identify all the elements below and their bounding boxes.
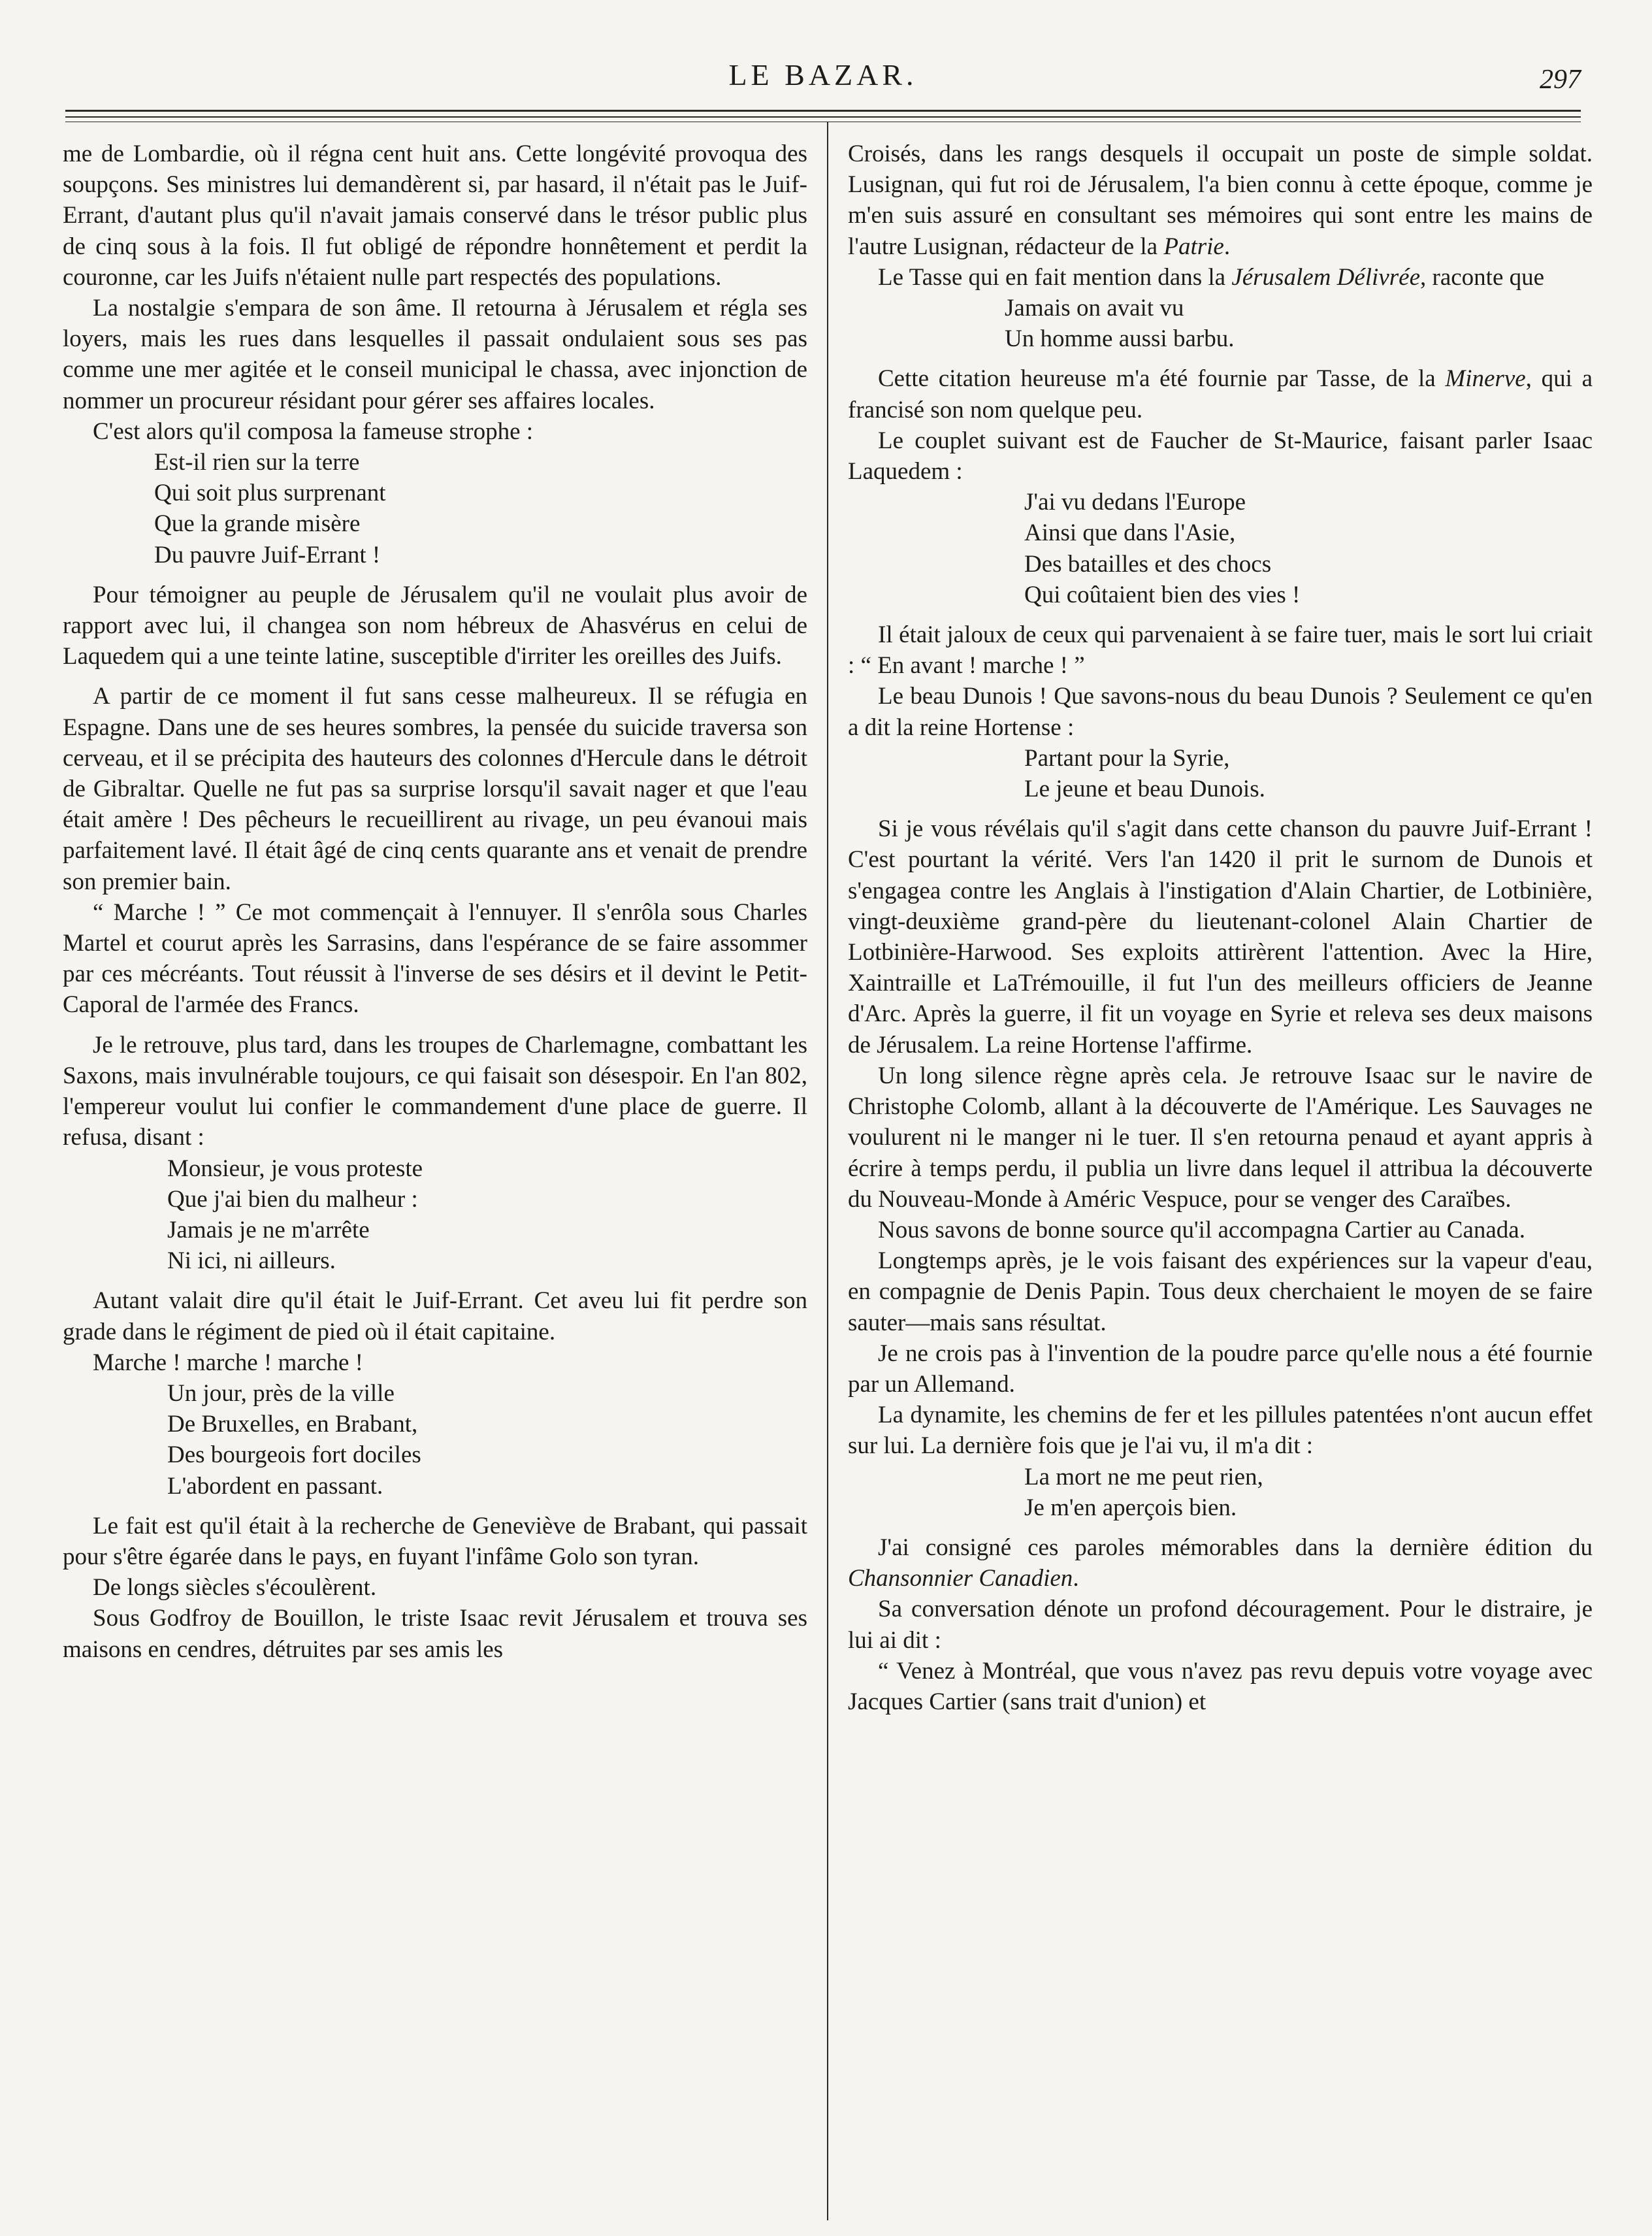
verse-line: Que j'ai bien du malheur : xyxy=(167,1185,418,1213)
paragraph-text: Je le retrouve, plus tard, dans les troupes de Charlemagne, combattant les Saxons, mais invulnérable toujours, ce qui faisait son désespoir. En l'an 802, l'empereur voulut lui confier le commandement d'une place de guerre. Il refusa, disant : xyxy=(63,1031,807,1151)
verse-line: Jamais je ne m'arrête xyxy=(167,1216,370,1243)
verse-line: Des batailles et des chocs xyxy=(1024,550,1272,578)
paragraph-text: me de Lombardie, où il régna cent huit ans. Cette longévité provoqua des soupçons. Ses ministres lui demandèrent si, par hasard, il n'était pas le Juif-Errant, d'autant plus qu'il n'avait jamais conservé dans le trésor public plus de cinq sous à la fois. Il fut obligé de répondre honnêtement et perdit la couronne, car les Juifs n'étaient nulle part respectés des populations. xyxy=(63,140,807,291)
paragraph-text-end: , qui a francisé son nom quelque peu. xyxy=(848,365,1593,423)
paragraph xyxy=(848,1594,1593,1655)
verse-line: Monsieur, je vous proteste xyxy=(167,1155,423,1182)
paragraph xyxy=(848,1215,1593,1245)
page-number: 297 xyxy=(1540,65,1581,95)
paragraph xyxy=(63,1030,807,1153)
verse-line: L'abordent en passant. xyxy=(167,1472,383,1500)
italic-title: Patrie xyxy=(1163,233,1224,260)
verse-line: La mort ne me peut rien, xyxy=(1024,1463,1263,1490)
paragraph-text: Le fait est qu'il était à la recherche de Geneviève de Brabant, qui passait pour s'être égarée dans le pays, en fuyant l'infâme Golo son tyran. xyxy=(63,1512,807,1570)
paragraph-text: Un long silence règne après cela. Je retrouve Isaac sur le navire de Christophe Colomb, allant à la découverte de l'Amérique. Les Sauvages ne voulurent ni le manger ni le tuer. Il s'en retourna penaud et ayant appris à écrire à temps perdu, il publia un livre dans lequel il attribua la découverte du Nouveau-Monde à Améric Vespuce, pour se venger des Caraïbes. xyxy=(848,1062,1593,1213)
paragraph xyxy=(848,139,1593,262)
header-rule-top xyxy=(65,110,1581,112)
paragraph xyxy=(848,1656,1593,1717)
paragraph xyxy=(848,681,1593,742)
verse-line: Je m'en aperçois bien. xyxy=(1024,1494,1237,1521)
paragraph-text: “ Venez à Montréal, que vous n'avez pas revu depuis votre voyage avec Jacques Cartier (sans trait d'union) et xyxy=(848,1657,1593,1715)
paragraph-text: A partir de ce moment il fut sans cesse malheureux. Il se réfugia en Espagne. Dans une de ses heures sombres, la pensée du suicide traversa son cerveau, et il se précipita des hauteurs des colonnes d'Hercule dans le détroit de Gibraltar. Quelle ne fut pas sa surprise lorsqu'il savait nager et que l'eau était amère ! Des pêcheurs le recueillirent au rivage, un peu évanoui mais parfaitement lavé. Il était âgé de cinq cents quarante ans et venait de prendre son premier bain. xyxy=(63,683,807,895)
paragraph xyxy=(63,1572,807,1603)
italic-title: Chansonnier Canadien xyxy=(848,1565,1073,1592)
paragraph-text: Il était jaloux de ceux qui parvenaient à se faire tuer, mais le sort lui criait : “ En avant ! marche ! ” xyxy=(848,621,1593,680)
paragraph-text: Pour témoigner au peuple de Jérusalem qu'il ne voulait plus avoir de rapport avec lui, il changea son nom hébreux de Ahasvérus en celui de Laquedem qui a une teinte latine, susceptible d'irriter les oreilles des Juifs. xyxy=(63,581,807,670)
paragraph-text-end: . xyxy=(1073,1565,1079,1592)
paragraph-text: Cette citation heureuse m'a été fournie par Tasse, de la xyxy=(878,365,1446,393)
paragraph xyxy=(848,1060,1593,1215)
paragraph xyxy=(848,814,1593,1060)
paragraph-text: La dynamite, les chemins de fer et les pillules patentées n'ont aucun effet sur lui. La dernière fois que je l'ai vu, il m'a dit : xyxy=(848,1402,1593,1460)
paragraph-text: Le couplet suivant est de Faucher de St-Maurice, faisant parler Isaac Laquedem : xyxy=(848,427,1593,485)
left-column xyxy=(63,139,807,1665)
paragraph xyxy=(63,1511,807,1572)
verse-stanza xyxy=(63,1378,807,1502)
header-rule-bottom xyxy=(65,116,1581,118)
paragraph xyxy=(63,293,807,416)
verse-line: Du pauvre Juif-Errant ! xyxy=(154,541,381,568)
verse-line: Un homme aussi barbu. xyxy=(1005,325,1235,353)
paragraph-text-end: , raconte que xyxy=(1420,263,1545,291)
paragraph xyxy=(63,681,807,896)
paragraph xyxy=(848,619,1593,681)
italic-title: Minerve xyxy=(1445,365,1526,393)
paragraph-text: Si je vous révélais qu'il s'agit dans cette chanson du pauvre Juif-Errant ! C'est pourtant la vérité. Vers l'an 1420 il prit le surnom de Dunois et s'engagea contre les Anglais à l'instigation d'Alain Chartier, de Lotbinière, vingt-deuxième grand-père du lieutenant-colonel Alain Chartier de Lotbinière-Harwood. Ses exploits attirèrent l'attention. Avec la Hire, Xaintraille et LaTrémouille, il fut l'un des meilleurs officiers de Jeanne d'Arc. Après la guerre, il fit un voyage en Syrie et releva ses deux maisons de Jérusalem. La reine Hortense l'affirme. xyxy=(848,815,1593,1059)
paragraph xyxy=(848,363,1593,425)
paragraph-text: C'est alors qu'il composa la fameuse strophe : xyxy=(93,418,534,445)
verse-line: Ni ici, ni ailleurs. xyxy=(167,1247,336,1275)
paragraph-text: Nous savons de bonne source qu'il accompagna Cartier au Canada. xyxy=(878,1216,1525,1243)
paragraph-text: Le beau Dunois ! Que savons-nous du beau Dunois ? Seulement ce qu'en a dit la reine Hortense : xyxy=(848,683,1593,741)
paragraph xyxy=(63,139,807,293)
verse-line: Qui soit plus surprenant xyxy=(154,480,386,507)
paragraph-text: Je ne crois pas à l'invention de la poudre parce qu'elle nous a été fournie par un Allemand. xyxy=(848,1340,1593,1398)
verse-stanza xyxy=(848,743,1593,804)
paragraph xyxy=(848,1338,1593,1400)
paragraph xyxy=(848,1532,1593,1594)
verse-line: Le jeune et beau Dunois. xyxy=(1024,776,1265,803)
verse-stanza xyxy=(63,447,807,570)
paragraph-text: Croisés, dans les rangs desquels il occupait un poste de simple soldat. Lusignan, qui fut roi de Jérusalem, l'a bien connu à cette époque, comme je m'en suis assuré en consultant ses mémoires qui sont entre les mains de l'autre Lusignan, rédacteur de la xyxy=(848,140,1593,260)
verse-line: Ainsi que dans l'Asie, xyxy=(1024,519,1236,547)
verse-line: Partant pour la Syrie, xyxy=(1024,744,1230,772)
verse-stanza xyxy=(848,293,1593,354)
verse-stanza xyxy=(848,487,1593,610)
verse-line: Des bourgeois fort dociles xyxy=(167,1441,421,1469)
italic-title: Jérusalem Délivrée xyxy=(1231,263,1420,291)
paragraph-text: De longs siècles s'écoulèrent. xyxy=(93,1574,377,1602)
paragraph xyxy=(63,416,807,447)
paragraph xyxy=(63,580,807,672)
paragraph-text: Marche ! marche ! marche ! xyxy=(93,1349,363,1376)
paragraph-text: J'ai consigné ces paroles mémorables dans la dernière édition du xyxy=(878,1534,1593,1561)
paragraph-text-end: . xyxy=(1223,233,1231,260)
verse-line: Un jour, près de la ville xyxy=(167,1379,395,1407)
paragraph xyxy=(848,425,1593,487)
page-header xyxy=(65,58,1581,97)
paragraph-text: “ Marche ! ” Ce mot commençait à l'ennuyer. Il s'enrôla sous Charles Martel et courut après les Sarrasins, dans l'espérance de se faire assommer par ces mécréants. Tout réussit à l'inverse de ses désirs et il devint le Petit-Caporal de l'armée des Francs. xyxy=(63,898,807,1019)
verse-stanza xyxy=(63,1153,807,1277)
paragraph-text: Sa conversation dénote un profond découragement. Pour le distraire, je lui ai dit : xyxy=(848,1596,1593,1654)
paragraph xyxy=(63,897,807,1021)
column-divider xyxy=(827,122,828,2220)
verse-line: Qui coûtaient bien des vies ! xyxy=(1024,581,1301,608)
verse-line: Jamais on avait vu xyxy=(1005,295,1184,322)
paragraph-text: La nostalgie s'empara de son âme. Il retourna à Jérusalem et régla ses loyers, mais les rues dans lesquelles il passait ondulaient sous ses pas comme une mer agitée et le conseil municipal le chassa, avec injonction de nommer un procureur résidant pour gérer ses affaires locales. xyxy=(63,295,807,414)
paragraph-text: Sous Godfroy de Bouillon, le triste Isaac revit Jérusalem et trouva ses maisons en cendres, détruites par ses amis les xyxy=(63,1605,807,1663)
verse-line: J'ai vu dedans l'Europe xyxy=(1024,489,1246,516)
verse-stanza xyxy=(848,1462,1593,1523)
right-column xyxy=(848,139,1593,1717)
paragraph xyxy=(63,1347,807,1378)
verse-line: Que la grande misère xyxy=(154,510,361,538)
paragraph-text: Autant valait dire qu'il était le Juif-Errant. Cet aveu lui fit perdre son grade dans le régiment de pied où il était capitaine. xyxy=(63,1287,807,1345)
paragraph xyxy=(63,1603,807,1664)
paragraph xyxy=(63,1285,807,1347)
verse-line: Est-il rien sur la terre xyxy=(154,449,360,476)
journal-title: LE BAZAR. xyxy=(728,58,918,91)
verse-line: De Bruxelles, en Brabant, xyxy=(167,1411,418,1438)
paragraph xyxy=(848,262,1593,293)
paragraph xyxy=(848,1245,1593,1338)
paragraph-text: Le Tasse qui en fait mention dans la xyxy=(878,263,1232,291)
paragraph xyxy=(848,1400,1593,1461)
paragraph-text: Longtemps après, je le vois faisant des expériences sur la vapeur d'eau, en compagnie de Denis Papin. Tous deux cherchaient le moyen de se faire sauter—mais sans résultat. xyxy=(848,1247,1593,1336)
